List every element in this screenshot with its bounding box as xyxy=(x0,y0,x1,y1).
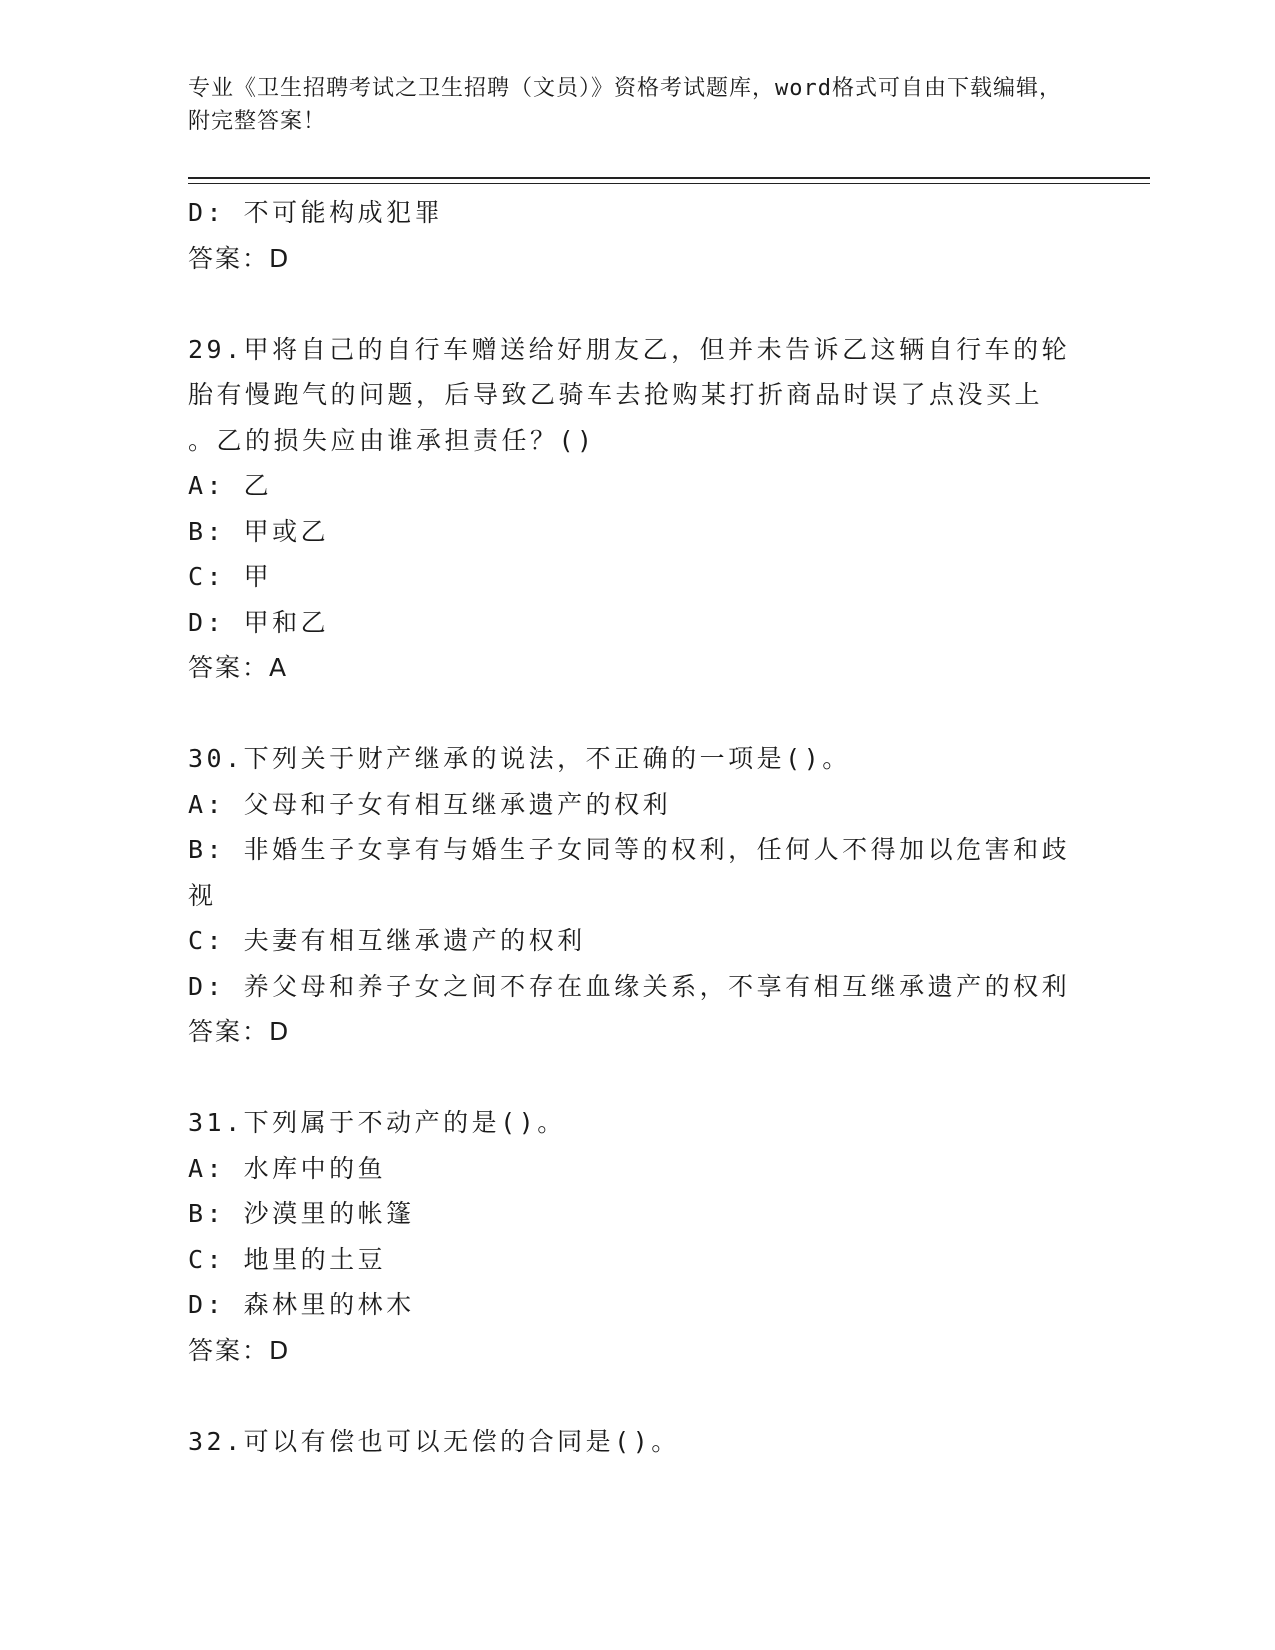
question-29 xyxy=(188,327,1071,691)
q30-option-d: D: 养父母和养子女之间不存在血缘关系，不享有相互继承遗产的权利 xyxy=(188,971,1071,1001)
q29-option-c: C: 甲 xyxy=(188,562,273,591)
spacer xyxy=(188,281,1068,327)
q31-option-c: C: 地里的土豆 xyxy=(188,1244,387,1274)
header-rule-thick xyxy=(188,177,1150,179)
document-header: 专业《卫生招聘考试之卫生招聘（文员）》资格考试题库，word格式可自由下载编辑，附完整答案！ xyxy=(188,76,1062,134)
q31-option-b: B: 沙漠里的帐篷 xyxy=(188,1199,415,1228)
q30-option-a: A: 父母和子女有相互继承遗产的权利 xyxy=(188,789,672,819)
q29-option-d: D: 甲和乙 xyxy=(188,607,330,637)
q29-stem-line-3: 。乙的损失应由谁承担责任？() xyxy=(188,425,596,455)
q31-answer: 答案：D xyxy=(188,1335,291,1365)
q29-stem-line-1: 29.甲将自己的自行车赠送给好朋友乙，但并未告诉乙这辆自行车的轮 xyxy=(188,334,1071,364)
q29-answer: 答案：A xyxy=(188,653,289,682)
q30-answer: 答案：D xyxy=(188,1017,291,1046)
q30-option-b-line-1: B: 非婚生子女享有与婚生子女同等的权利，任何人不得加以危害和歧 xyxy=(188,835,1071,864)
q31-stem: 31.下列属于不动产的是()。 xyxy=(188,1108,566,1137)
q32-stem: 32.可以有偿也可以无偿的合同是()。 xyxy=(188,1426,680,1456)
q29-option-b: B: 甲或乙 xyxy=(188,516,330,546)
q28-answer: 答案：D xyxy=(188,243,291,273)
q29-option-a: A: 乙 xyxy=(188,471,273,500)
q31-option-a: A: 水库中的鱼 xyxy=(188,1153,387,1183)
question-31 xyxy=(188,1100,1068,1373)
q30-option-c: C: 夫妻有相互继承遗产的权利 xyxy=(188,926,586,955)
spacer xyxy=(188,1373,1068,1419)
question-32 xyxy=(188,1419,1068,1465)
q29-stem-line-2: 胎有慢跑气的问题，后导致乙骑车去抢购某打折商品时误了点没买上 xyxy=(188,380,1044,409)
spacer xyxy=(188,691,1068,737)
q31-option-d: D: 森林里的林木 xyxy=(188,1290,415,1319)
q28-option-d: D: 不可能构成犯罪 xyxy=(188,198,444,227)
spacer xyxy=(188,1055,1068,1101)
q30-stem: 30.下列关于财产继承的说法，不正确的一项是()。 xyxy=(188,744,851,773)
question-list xyxy=(188,190,1071,1464)
question-30 xyxy=(188,736,1071,1055)
q30-option-b-line-2: 视 xyxy=(188,880,217,910)
header-rule-thin xyxy=(188,183,1150,184)
